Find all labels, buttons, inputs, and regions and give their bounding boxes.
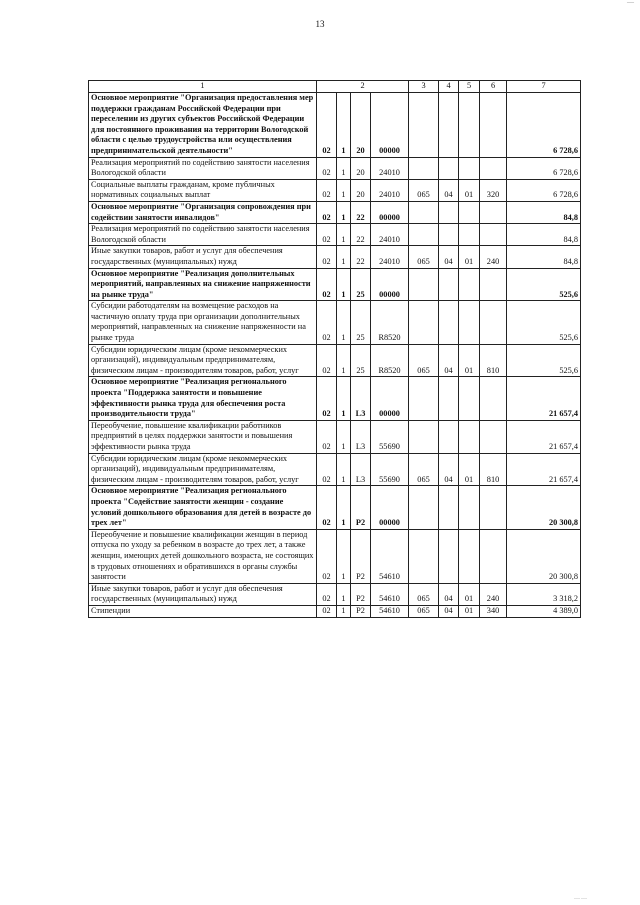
header-cell-7: 7 (507, 81, 581, 93)
code-subprogram-cell: 1 (337, 486, 351, 529)
code-section-cell (439, 268, 459, 301)
table-row (89, 377, 581, 420)
code-subsection-cell: 01 (459, 453, 480, 486)
amount-cell: 20 300,8 (507, 486, 581, 529)
code-subsection-cell (459, 93, 480, 158)
code-direction-cell: 54610 (371, 529, 409, 583)
code-subsection-cell (459, 268, 480, 301)
code-expense-type-cell (480, 157, 507, 179)
header-cell-1: 1 (89, 81, 317, 93)
code-direction-cell: R8520 (371, 301, 409, 344)
code-program-cell: 02 (317, 157, 337, 179)
amount-cell: 6 728,6 (507, 157, 581, 179)
code-section-cell: 04 (439, 179, 459, 201)
amount-cell: 21 657,4 (507, 453, 581, 486)
code-subsection-cell: 01 (459, 179, 480, 201)
code-subprogram-cell: 1 (337, 179, 351, 201)
amount-cell: 21 657,4 (507, 420, 581, 453)
code-ministry-cell (409, 201, 439, 223)
code-subsection-cell (459, 377, 480, 420)
code-expense-type-cell (480, 201, 507, 223)
row-name-cell: Субсидии юридическим лицам (кроме некоммерческих организаций), индивидуальным предпринимателям, физическим лицам - производителям товаров, работ, услуг (89, 453, 317, 486)
table-row (89, 268, 581, 301)
code-expense-type-cell (480, 529, 507, 583)
code-section-cell: 04 (439, 583, 459, 605)
code-direction-cell: 54610 (371, 583, 409, 605)
code-section-cell: 04 (439, 605, 459, 617)
code-program-cell: 02 (317, 179, 337, 201)
code-event-cell: L3 (351, 420, 371, 453)
code-subprogram-cell: 1 (337, 583, 351, 605)
table-row (89, 583, 581, 605)
code-program-cell: 02 (317, 268, 337, 301)
row-name-cell: Стипендии (89, 605, 317, 617)
code-program-cell: 02 (317, 301, 337, 344)
code-program-cell: 02 (317, 583, 337, 605)
code-subprogram-cell: 1 (337, 529, 351, 583)
table-row (89, 93, 581, 158)
row-name-cell: Иные закупки товаров, работ и услуг для обеспечения государственных (муниципальных) нужд (89, 246, 317, 268)
code-program-cell: 02 (317, 605, 337, 617)
table-row (89, 344, 581, 377)
code-event-cell: 22 (351, 224, 371, 246)
code-expense-type-cell (480, 377, 507, 420)
code-expense-type-cell: 240 (480, 583, 507, 605)
code-event-cell: L3 (351, 377, 371, 420)
amount-cell: 525,6 (507, 268, 581, 301)
row-name-cell: Реализация мероприятий по содействию занятости населения Вологодской области (89, 157, 317, 179)
code-ministry-cell (409, 93, 439, 158)
code-event-cell: 20 (351, 93, 371, 158)
row-name-cell: Основное мероприятие "Реализация дополнительных мероприятий, направленных на снижение напряженности на рынке труда" (89, 268, 317, 301)
code-subprogram-cell: 1 (337, 377, 351, 420)
code-event-cell: P2 (351, 529, 371, 583)
code-program-cell: 02 (317, 529, 337, 583)
row-name-cell: Субсидии работодателям на возмещение расходов на частичную оплату труда при организации дополнительных мероприятий, направленных на снижение напряженности на рынке труда (89, 301, 317, 344)
code-program-cell: 02 (317, 246, 337, 268)
row-name-cell: Реализация мероприятий по содействию занятости населения Вологодской области (89, 224, 317, 246)
header-cell-4: 4 (439, 81, 459, 93)
code-event-cell: 20 (351, 179, 371, 201)
code-subsection-cell: 01 (459, 246, 480, 268)
code-section-cell (439, 377, 459, 420)
code-direction-cell: 00000 (371, 377, 409, 420)
code-section-cell (439, 157, 459, 179)
code-expense-type-cell (480, 420, 507, 453)
code-direction-cell: 00000 (371, 93, 409, 158)
table-row (89, 179, 581, 201)
code-program-cell: 02 (317, 93, 337, 158)
code-expense-type-cell (480, 268, 507, 301)
code-event-cell: P2 (351, 583, 371, 605)
code-ministry-cell (409, 157, 439, 179)
code-expense-type-cell: 810 (480, 344, 507, 377)
code-subprogram-cell: 1 (337, 246, 351, 268)
budget-table (88, 80, 581, 618)
code-expense-type-cell: 240 (480, 246, 507, 268)
table-row (89, 453, 581, 486)
code-expense-type-cell (480, 301, 507, 344)
code-ministry-cell: 065 (409, 179, 439, 201)
code-subprogram-cell: 1 (337, 344, 351, 377)
code-direction-cell: 24010 (371, 157, 409, 179)
code-subsection-cell: 01 (459, 344, 480, 377)
header-cell-5: 5 (459, 81, 480, 93)
header-cell-2: 2 (317, 81, 409, 93)
code-direction-cell: 24010 (371, 224, 409, 246)
code-subprogram-cell: 1 (337, 157, 351, 179)
code-subprogram-cell: 1 (337, 201, 351, 223)
header-cell-6: 6 (480, 81, 507, 93)
code-event-cell: P2 (351, 605, 371, 617)
code-direction-cell: 00000 (371, 201, 409, 223)
code-section-cell (439, 529, 459, 583)
code-subprogram-cell: 1 (337, 605, 351, 617)
code-section-cell: 04 (439, 344, 459, 377)
code-ministry-cell (409, 529, 439, 583)
code-program-cell: 02 (317, 224, 337, 246)
row-name-cell: Социальные выплаты гражданам, кроме публичных нормативных социальных выплат (89, 179, 317, 201)
amount-cell: 20 300,8 (507, 529, 581, 583)
amount-cell: 84,8 (507, 201, 581, 223)
table-row (89, 201, 581, 223)
code-expense-type-cell: 810 (480, 453, 507, 486)
code-program-cell: 02 (317, 453, 337, 486)
code-ministry-cell (409, 377, 439, 420)
code-event-cell: 25 (351, 268, 371, 301)
table-row (89, 246, 581, 268)
amount-cell: 525,6 (507, 301, 581, 344)
row-name-cell: Переобучение и повышение квалификации женщин в период отпуска по уходу за ребенком в возрасте до трех лет, а также женщин, имеющих детей дошкольного возраста, не состоящих в трудовых отношениях и обратившихся в органы службы занятости (89, 529, 317, 583)
row-name-cell: Основное мероприятие "Организация предоставления мер поддержки гражданам Российской Федерации при переселении из других субъектов Российской Федерации для постоянного проживания на территории Вологодской области с целью трудоустройства или осуществления предпринимательской деятельности" (89, 93, 317, 158)
code-subprogram-cell: 1 (337, 301, 351, 344)
row-name-cell: Основное мероприятие "Реализация регионального проекта "Поддержка занятости и повышение эффективности рынка труда для обеспечения роста производительности труда" (89, 377, 317, 420)
code-subsection-cell (459, 201, 480, 223)
table-row (89, 157, 581, 179)
amount-cell: 21 657,4 (507, 377, 581, 420)
code-subprogram-cell: 1 (337, 268, 351, 301)
code-event-cell: 22 (351, 201, 371, 223)
code-expense-type-cell: 320 (480, 179, 507, 201)
row-name-cell: Субсидии юридическим лицам (кроме некоммерческих организаций), индивидуальным предпринимателям, физическим лицам - производителям товаров, работ, услуг (89, 344, 317, 377)
code-section-cell (439, 420, 459, 453)
code-section-cell (439, 301, 459, 344)
code-subprogram-cell: 1 (337, 420, 351, 453)
code-ministry-cell: 065 (409, 344, 439, 377)
code-program-cell: 02 (317, 344, 337, 377)
code-event-cell: 22 (351, 246, 371, 268)
code-ministry-cell: 065 (409, 583, 439, 605)
table-row (89, 486, 581, 529)
code-event-cell: P2 (351, 486, 371, 529)
row-name-cell: Основное мероприятие "Реализация регионального проекта "Содействие занятости женщин - создание условий дошкольного образования для детей в возрасте до трех лет" (89, 486, 317, 529)
amount-cell: 6 728,6 (507, 93, 581, 158)
table-row (89, 529, 581, 583)
amount-cell: 6 728,6 (507, 179, 581, 201)
header-row (89, 81, 581, 93)
code-event-cell: L3 (351, 453, 371, 486)
code-section-cell: 04 (439, 453, 459, 486)
code-subsection-cell (459, 301, 480, 344)
code-expense-type-cell (480, 224, 507, 246)
code-subsection-cell: 01 (459, 605, 480, 617)
code-ministry-cell (409, 224, 439, 246)
code-ministry-cell (409, 486, 439, 529)
code-subsection-cell (459, 224, 480, 246)
code-subprogram-cell: 1 (337, 453, 351, 486)
amount-cell: 84,8 (507, 246, 581, 268)
code-event-cell: 20 (351, 157, 371, 179)
code-direction-cell: 54610 (371, 605, 409, 617)
code-section-cell (439, 224, 459, 246)
table-row (89, 301, 581, 344)
code-subsection-cell (459, 420, 480, 453)
code-expense-type-cell (480, 93, 507, 158)
code-section-cell (439, 486, 459, 529)
code-subprogram-cell: 1 (337, 93, 351, 158)
code-direction-cell: 00000 (371, 268, 409, 301)
code-event-cell: 25 (351, 301, 371, 344)
row-name-cell: Переобучение, повышение квалификации работников предприятий в целях поддержки занятости и повышения эффективности рынка труда (89, 420, 317, 453)
code-subsection-cell: 01 (459, 583, 480, 605)
code-section-cell (439, 201, 459, 223)
corner-mark-bottom: …… (574, 895, 588, 901)
page-number: 13 (315, 19, 325, 29)
table-row (89, 224, 581, 246)
amount-cell: 84,8 (507, 224, 581, 246)
code-expense-type-cell (480, 486, 507, 529)
code-program-cell: 02 (317, 420, 337, 453)
code-expense-type-cell: 340 (480, 605, 507, 617)
code-subprogram-cell: 1 (337, 224, 351, 246)
amount-cell: 525,6 (507, 344, 581, 377)
code-direction-cell: 24010 (371, 246, 409, 268)
amount-cell: 3 318,2 (507, 583, 581, 605)
corner-mark-top: — (627, 0, 634, 6)
code-subsection-cell (459, 529, 480, 583)
code-direction-cell: R8520 (371, 344, 409, 377)
code-subsection-cell (459, 157, 480, 179)
code-ministry-cell (409, 268, 439, 301)
code-ministry-cell: 065 (409, 453, 439, 486)
code-program-cell: 02 (317, 377, 337, 420)
code-event-cell: 25 (351, 344, 371, 377)
code-section-cell: 04 (439, 246, 459, 268)
code-ministry-cell: 065 (409, 246, 439, 268)
code-direction-cell: 55690 (371, 453, 409, 486)
code-ministry-cell: 065 (409, 605, 439, 617)
code-subsection-cell (459, 486, 480, 529)
table-row (89, 605, 581, 617)
code-program-cell: 02 (317, 201, 337, 223)
code-direction-cell: 55690 (371, 420, 409, 453)
code-direction-cell: 24010 (371, 179, 409, 201)
code-ministry-cell (409, 301, 439, 344)
code-section-cell (439, 93, 459, 158)
row-name-cell: Основное мероприятие "Организация сопровождения при содействии занятости инвалидов" (89, 201, 317, 223)
header-cell-3: 3 (409, 81, 439, 93)
code-direction-cell: 00000 (371, 486, 409, 529)
row-name-cell: Иные закупки товаров, работ и услуг для обеспечения государственных (муниципальных) нужд (89, 583, 317, 605)
code-ministry-cell (409, 420, 439, 453)
code-program-cell: 02 (317, 486, 337, 529)
amount-cell: 4 389,0 (507, 605, 581, 617)
table-row (89, 420, 581, 453)
